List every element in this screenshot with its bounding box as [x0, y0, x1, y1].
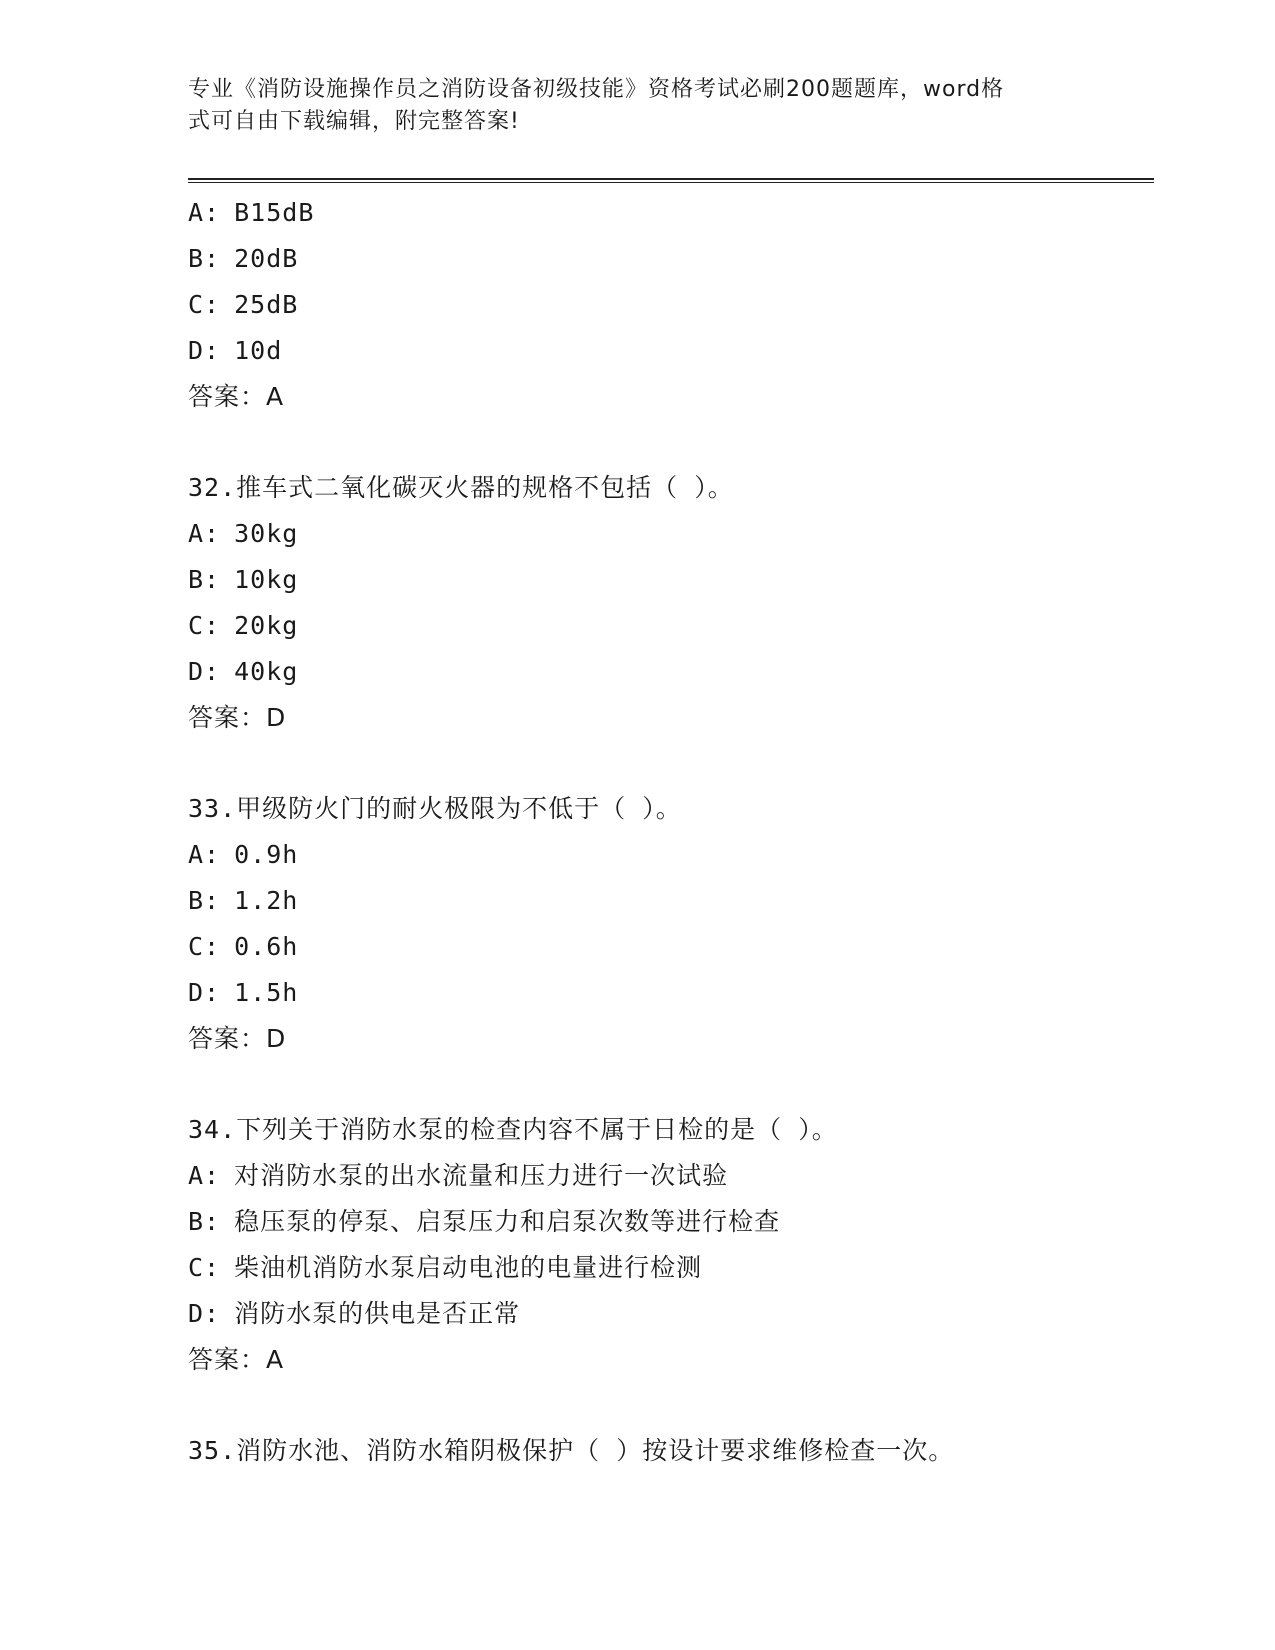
option-d	[188, 649, 1188, 695]
answer-line: 答案：A	[188, 382, 285, 411]
header-divider	[188, 178, 1154, 183]
option-a	[188, 190, 1188, 236]
option-label: C:	[188, 290, 221, 319]
option-b	[188, 1199, 1188, 1245]
option-text: 30kg	[234, 519, 299, 548]
question-text: 32.推车式二氧化碳灭火器的规格不包括（ ）。	[188, 473, 734, 502]
question-list	[188, 190, 1188, 1519]
option-a	[188, 511, 1188, 557]
option-label: C:	[188, 932, 221, 961]
option-text: 0.6h	[234, 932, 299, 961]
option-label: A:	[188, 840, 221, 869]
question-block	[188, 786, 1188, 1062]
option-label: C:	[188, 1253, 221, 1282]
option-label: B:	[188, 565, 221, 594]
question-text: 35.消防水池、消防水箱阴极保护（ ）按设计要求维修检查一次。	[188, 1436, 955, 1465]
header-line-1: 专业《消防设施操作员之消防设备初级技能》资格考试必刷200题题库，word格	[188, 77, 1005, 102]
option-c	[188, 924, 1188, 970]
option-label: A:	[188, 1161, 221, 1190]
option-label: D:	[188, 657, 221, 686]
question-block	[188, 1428, 1188, 1474]
header-line-2: 式可自由下载编辑，附完整答案!	[188, 109, 520, 134]
option-text: 1.2h	[234, 886, 299, 915]
option-text: 10kg	[234, 565, 299, 594]
option-b	[188, 878, 1188, 924]
option-text: 0.9h	[234, 840, 299, 869]
option-a	[188, 1153, 1188, 1199]
option-label: B:	[188, 1207, 221, 1236]
option-c	[188, 603, 1188, 649]
question-text: 34.下列关于消防水泵的检查内容不属于日检的是（ ）。	[188, 1115, 838, 1144]
question-block	[188, 190, 1188, 420]
option-label: D:	[188, 1299, 221, 1328]
option-label: C:	[188, 611, 221, 640]
option-c	[188, 1245, 1188, 1291]
option-text: 20dB	[234, 244, 299, 273]
option-d	[188, 970, 1188, 1016]
option-label: A:	[188, 198, 221, 227]
option-text: 25dB	[234, 290, 299, 319]
option-b	[188, 557, 1188, 603]
option-d	[188, 1291, 1188, 1337]
answer-line: 答案：A	[188, 1345, 285, 1374]
question-block	[188, 465, 1188, 741]
answer-line: 答案：D	[188, 1024, 287, 1053]
option-b	[188, 236, 1188, 282]
option-text: 10d	[234, 336, 283, 365]
option-label: D:	[188, 336, 221, 365]
option-text: 40kg	[234, 657, 299, 686]
option-text: B15dB	[234, 198, 315, 227]
option-c	[188, 282, 1188, 328]
option-label: B:	[188, 244, 221, 273]
option-text: 柴油机消防水泵启动电池的电量进行检测	[234, 1253, 703, 1282]
document-header	[188, 74, 1088, 138]
option-d	[188, 328, 1188, 374]
option-text: 1.5h	[234, 978, 299, 1007]
option-a	[188, 832, 1188, 878]
option-label: D:	[188, 978, 221, 1007]
option-label: A:	[188, 519, 221, 548]
question-block	[188, 1107, 1188, 1383]
option-text: 稳压泵的停泵、启泵压力和启泵次数等进行检查	[234, 1207, 781, 1236]
option-text: 20kg	[234, 611, 299, 640]
option-label: B:	[188, 886, 221, 915]
answer-line: 答案：D	[188, 703, 287, 732]
option-text: 消防水泵的供电是否正常	[234, 1299, 521, 1328]
option-text: 对消防水泵的出水流量和压力进行一次试验	[234, 1161, 729, 1190]
question-text: 33.甲级防火门的耐火极限为不低于（ ）。	[188, 794, 682, 823]
